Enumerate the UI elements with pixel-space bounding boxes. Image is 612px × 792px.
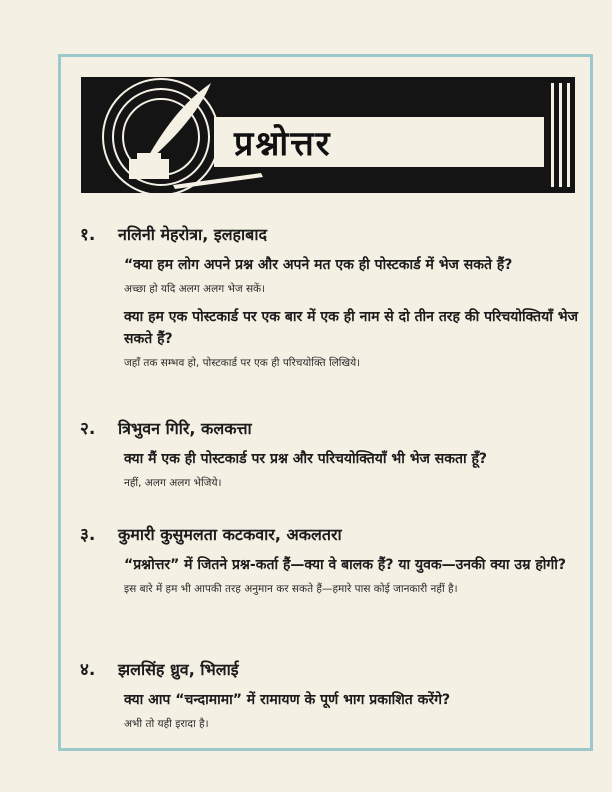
questioner-name: कुमारी कुसुमलता कटकवार, अकलतरा <box>118 525 342 544</box>
answer: अच्छा हो यदि अलग अलग भेज सकें। <box>124 283 266 295</box>
question: “क्या हम लोग अपने प्रश्न और अपने मत एक ही पोस्टकार्ड में भेज सकते हैं? <box>124 257 513 273</box>
section-banner <box>81 77 575 193</box>
answer: इस बारे में हम भी आपकी तरह अनुमान कर सकते हैं—हमारे पास कोई जानकारी नहीं है। <box>124 583 458 595</box>
qa-item <box>80 416 590 492</box>
item-number: २. <box>80 419 96 439</box>
answer: जहाँ तक सम्भव हो, पोस्टकार्ड पर एक ही परिचयोक्ति लिखिये। <box>124 357 361 369</box>
item-number: ४. <box>80 660 96 680</box>
questioner-name: झलसिंह ध्रुव, भिलाई <box>118 660 239 679</box>
qa-item <box>80 657 590 733</box>
question: क्या आप “चन्दामामा” में रामायण के पूर्ण भाग प्रकाशित करेंगे? <box>124 692 451 708</box>
qa-item <box>80 522 590 598</box>
item-number: ३. <box>80 525 96 545</box>
questioner-name: त्रिभुवन गिरि, कलकत्ता <box>118 419 252 438</box>
question: “प्रश्नोत्तर” में जितने प्रश्न-कर्ता हैं—क्या वे बालक हैं? या युवक—उनकी क्या उम्र होगी? <box>124 557 567 573</box>
answer: अभी तो यही इरादा है। <box>124 718 209 730</box>
banner-title-box <box>214 117 544 167</box>
qa-item <box>80 222 590 372</box>
page-title: प्रश्नोत्तर <box>234 124 332 164</box>
question: क्या मैं एक ही पोस्टकार्ड पर प्रश्न और परिचयोक्तियाँ भी भेज सकता हूँ? <box>124 451 488 467</box>
question: क्या हम एक पोस्टकार्ड पर एक बार में एक ही नाम से दो तीन तरह की परिचयोक्तियाँ भेज सकते हैं? <box>124 309 578 347</box>
answer: नहीं, अलग अलग भेजिये। <box>124 477 222 489</box>
questioner-name: नलिनी मेहरोत्रा, इलहाबाद <box>118 225 267 244</box>
item-number: १. <box>80 225 96 245</box>
